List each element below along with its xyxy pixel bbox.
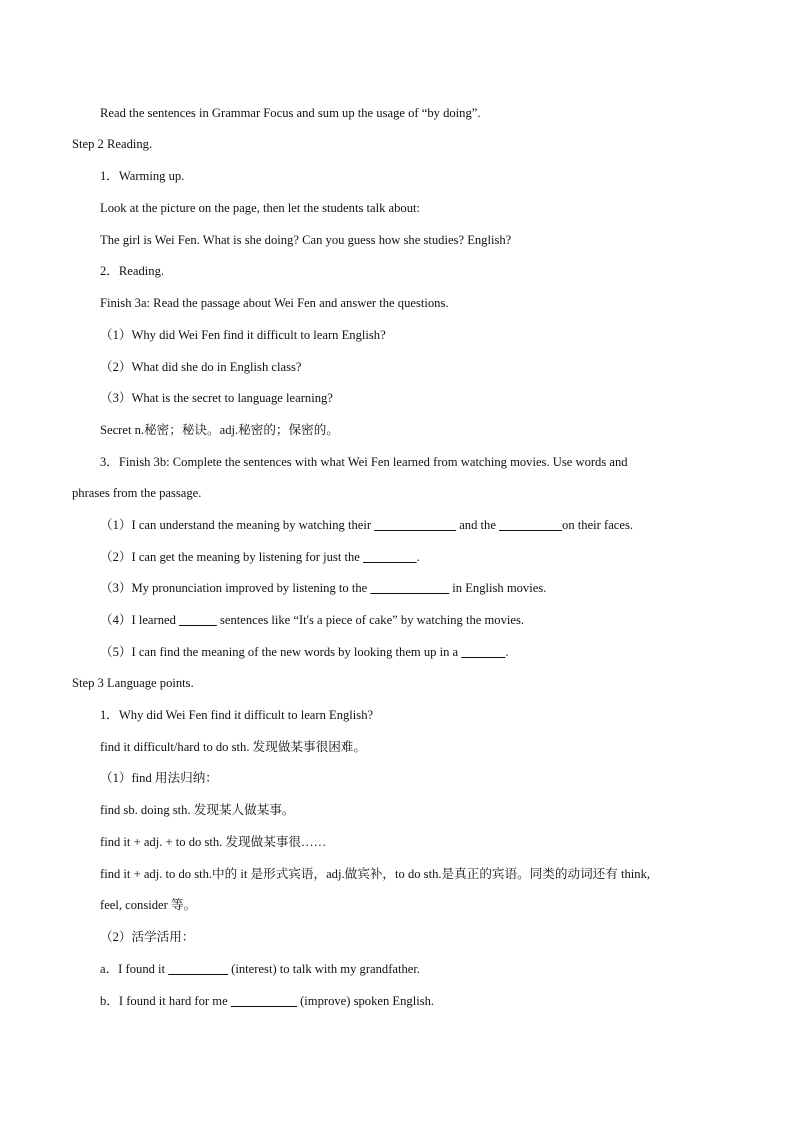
answer-blank[interactable] (499, 518, 562, 532)
sentence-text: (improve) spoken English. (296, 994, 435, 1008)
answer-blank[interactable] (168, 962, 228, 976)
answer-blank[interactable] (374, 518, 456, 532)
sentence-text: （4）I learned (100, 613, 180, 627)
fill-sentence-4 (100, 612, 524, 628)
answer-blank[interactable] (179, 613, 217, 627)
find-usage-heading: （1）find 用法归纳： (100, 771, 218, 785)
sentence-text: （3）My pronunciation improved by listening to the (100, 581, 371, 595)
step-3-heading: Step 3 Language points. (72, 676, 194, 690)
picture-questions: The girl is Wei Fen. What is she doing? Can you guess how she studies? English? (100, 233, 512, 247)
sentence-text: . (505, 645, 509, 659)
fill-sentence-2 (100, 549, 420, 565)
usage-explanation: find it + adj. to do sth.中的 it 是形式宾语，adj.做宾补，to do sth.是真正的宾语。同类的动词还有 think, (100, 867, 651, 881)
question-1: （1）Why did Wei Fen find it difficult to learn English? (100, 328, 386, 342)
answer-blank[interactable] (461, 645, 505, 659)
answer-blank[interactable] (231, 994, 297, 1008)
task-3a-instruction: Finish 3a: Read the passage about Wei Fen and answer the questions. (100, 296, 449, 310)
sentence-text: and the (456, 518, 500, 532)
task-3b-instruction: 3．Finish 3b: Complete the sentences with what Wei Fen learned from watching movies. Use words and (100, 455, 628, 469)
sentence-text: (interest) to talk with my grandfather. (228, 962, 421, 976)
phrase-find-it-difficult: find it difficult/hard to do sth. 发现做某事很困难。 (100, 740, 366, 754)
usage-explanation-cont: feel, consider 等。 (100, 898, 197, 912)
answer-blank[interactable] (370, 581, 449, 595)
usage-find-sb-doing: find sb. doing sth. 发现某人做某事。 (100, 803, 295, 817)
picture-instruction: Look at the picture on the page, then let the students talk about: (100, 201, 421, 215)
sentence-text: on their faces. (562, 518, 634, 532)
usage-find-it-adj: find it + adj. + to do sth. 发现做某事很…… (100, 835, 327, 849)
grammar-focus-instruction: Read the sentences in Grammar Focus and sum up the usage of “by doing”. (100, 106, 481, 120)
task-3b-instruction-cont: phrases from the passage. (72, 486, 202, 500)
sentence-text: （5）I can find the meaning of the new words by looking them up in a (100, 645, 462, 659)
step-2-heading: Step 2 Reading. (72, 137, 153, 151)
answer-blank[interactable] (363, 550, 417, 564)
practice-heading: （2）活学活用： (100, 930, 195, 944)
sentence-text: . (416, 550, 420, 564)
sentence-text: sentences like “It's a piece of cake” by watching the movies. (216, 613, 525, 627)
practice-a (100, 961, 420, 977)
vocab-secret: Secret n.秘密；秘诀。adj.秘密的；保密的。 (100, 423, 339, 437)
reading-heading: 2．Reading. (100, 264, 165, 278)
sentence-text: a．I found it (100, 962, 169, 976)
fill-sentence-1 (100, 517, 633, 533)
practice-b (100, 993, 434, 1009)
sentence-text: in English movies. (449, 581, 547, 595)
fill-sentence-3 (100, 580, 546, 596)
warming-up-heading: 1．Warming up. (100, 169, 185, 183)
fill-sentence-5 (100, 644, 509, 660)
sentence-text: （1）I can understand the meaning by watching their (100, 518, 375, 532)
language-point-1: 1．Why did Wei Fen find it difficult to learn English? (100, 708, 374, 722)
sentence-text: （2）I can get the meaning by listening for just the (100, 550, 364, 564)
sentence-text: b．I found it hard for me (100, 994, 231, 1008)
question-3: （3）What is the secret to language learning? (100, 391, 333, 405)
question-2: （2）What did she do in English class? (100, 360, 302, 374)
